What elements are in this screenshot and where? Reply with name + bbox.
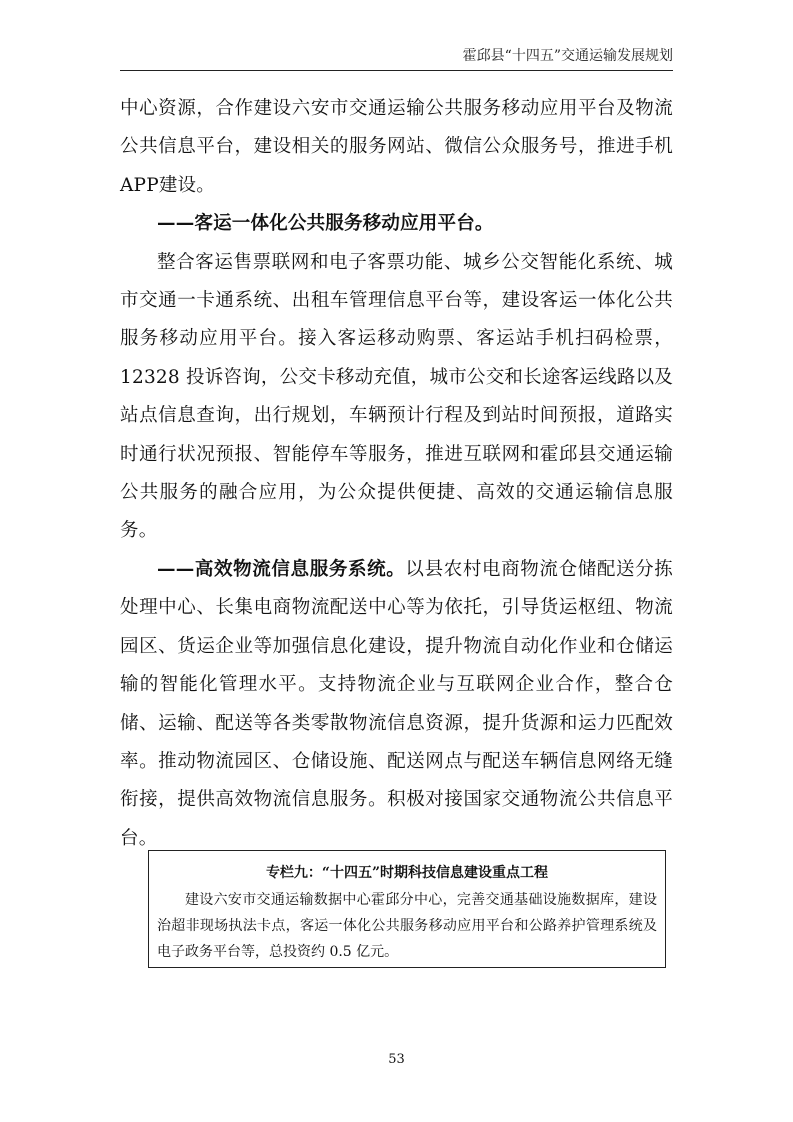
- callout-box: [148, 850, 666, 968]
- callout-body: 建设六安市交通运输数据中心霍邱分中心，完善交通基础设施数据库，建设治超非现场执法卡点，客运一体化公共服务移动应用平台和公路养护管理系统及电子政务平台等，总投资约 0.5 亿元。: [157, 892, 657, 960]
- paragraph-logistics-body: 以县农村电商物流仓储配送分拣处理中心、长集电商物流配送中心等为依托，引导货运枢纽、物流园区、货运企业等加强信息化建设，提升物流自动化作业和仓储运输的智能化管理水平。支持物流企业与互联网企业合作，整合仓储、运输、配送等各类零散物流信息资源，提升货源和运力匹配效率。推动物流园区、仓储设施、配送网点与配送车辆信息网络无缝衔接，提供高效物流信息服务。积极对接国家交通物流公共信息平台。: [120, 558, 673, 849]
- paragraph-passenger-platform: 整合客运售票联网和电子客票功能、城乡公交智能化系统、城市交通一卡通系统、出租车管理信息平台等，建设客运一体化公共服务移动应用平台。接入客运移动购票、客运站手机扫码检票，12328 投诉咨询，公交卡移动充值，城市公交和长途客运线路以及站点信息查询，出行规划，车辆预计行程及到站时间预报，道路实时通行状况预报、智能停车等服务，推进互联网和霍邱县交通运输公共服务的融合应用，为公众提供便捷、高效的交通运输信息服务。: [120, 251, 673, 542]
- page-header: 霍邱县“十四五”交通运输发展规划: [462, 48, 673, 64]
- section-heading-logistics: ——高效物流信息服务系统。: [157, 558, 406, 580]
- paragraph-continuation: 中心资源，合作建设六安市交通运输公共服务移动应用平台及物流公共信息平台，建设相关的服务网站、微信公众服务号，推进手机APP建设。: [120, 98, 673, 196]
- section-heading-passenger-platform: ——客运一体化公共服务移动应用平台。: [157, 213, 494, 235]
- header-rule: [120, 70, 673, 71]
- callout-title: 专栏九：“十四五”时期科技信息建设重点工程: [265, 865, 549, 881]
- body-text: [120, 90, 673, 858]
- paragraph-logistics-system: [120, 551, 673, 858]
- page-number: 53: [388, 1052, 405, 1067]
